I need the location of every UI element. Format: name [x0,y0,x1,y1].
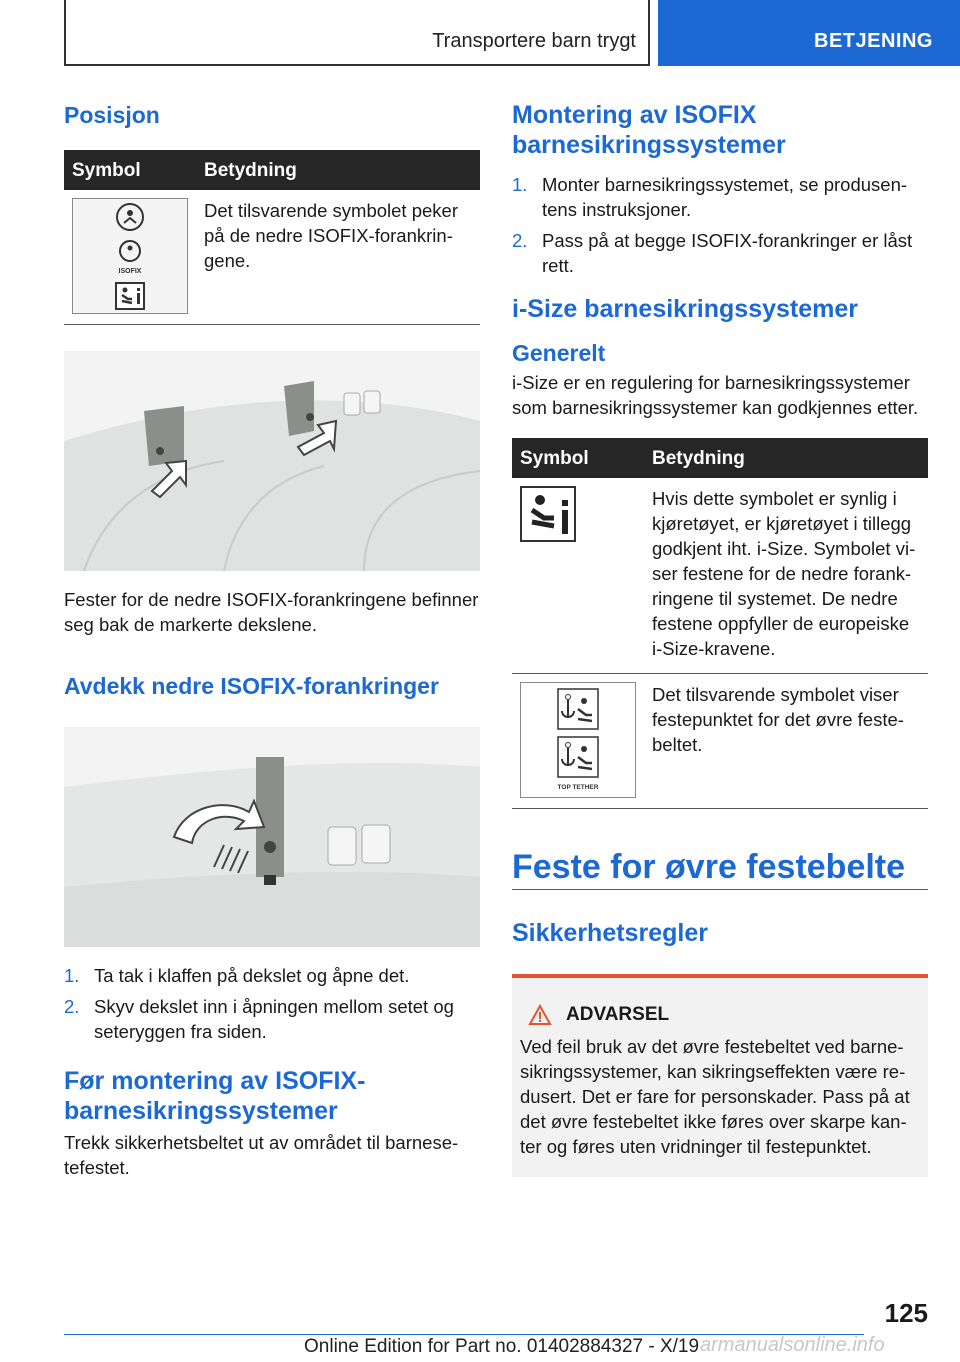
table-row [512,674,928,809]
table-row [512,478,928,674]
symbol-table-isize [512,438,928,809]
footer-watermark: armanualsonline.info [700,1334,885,1356]
warning-header [528,1004,920,1026]
warning-triangle-icon [528,1004,552,1026]
top-tether-meaning: Det tilsvarende symbolet viser festepunktet for det øvre festebeltet. [644,674,928,809]
for-montering-heading: Før montering av ISOFIX-barnesikringssystemer [64,1067,366,1125]
list-item: 1. Monter barnesikringssystemet, se produsentens instruksjoner. [512,174,908,220]
svg-text:TOP TETHER: TOP TETHER [557,784,599,791]
table-header-symbol: Symbol [512,438,644,478]
isofix-icon [110,201,150,311]
table-header-symbol: Symbol [64,150,196,190]
isize-meaning: Hvis dette symbolet er synlig i kjøretøyet, er kjøretøyet i tillegg godkjent iht. i-Size. Symbolet viser festene for de nedre forankringene til systemet. De nedre festene oppfyller de europeiske i-Size-kravene. [644,478,928,674]
top-tether-icon [548,687,608,793]
isize-child-seat-icon [520,486,576,542]
feste-heading: Feste for øvre festebelte [512,848,906,886]
page-number: 125 [884,1298,928,1328]
table-row [64,190,480,325]
header-section: BETJENING [814,30,933,52]
header-title-box [64,0,650,66]
heading-rule [512,889,928,890]
posisjon-heading: Posisjon [64,102,160,128]
list-item: 2. Skyv dekslet inn i åpningen mellom setet og seteryggen fra siden. [64,996,454,1042]
isize-heading: i-Size barnesikringssystemer [512,295,858,323]
for-montering-text: Trekk sikkerhetsbeltet ut av området til barnesetefestet. [64,1132,459,1178]
header-title: Transportere barn trygt [432,30,636,52]
warning-text: Ved feil bruk av det øvre festebeltet ved barnesikringssystemer, kan sikringseffekten være redusert. Det er fare for personskader. Pass på at det øvre festebeltet ikke føres over skarpe kanter og føres uten vridninger til festepunktet. [520,1036,910,1157]
svg-text:ISOFIX: ISOFIX [118,268,142,275]
generelt-text: i-Size er en regulering for barnesikringssystemer som barnesikringssystemer kan godkjennes etter. [512,372,919,418]
avdekk-steps [64,963,480,1044]
montering-steps [512,172,928,278]
top-tether-symbol-box [520,682,636,798]
sikkerhet-heading: Sikkerhetsregler [512,919,708,947]
figure1-caption: Fester for de nedre ISOFIX-forankringene befinner seg bak de markerte dekslene. [64,589,479,635]
isize-symbol-box [520,486,576,542]
list-item: 1. Ta tak i klaffen på dekslet og åpne det. [64,965,410,986]
generelt-heading: Generelt [512,340,606,366]
avdekk-heading: Avdekk nedre ISOFIX-forankringer [64,673,439,699]
table-header-meaning: Betydning [196,150,480,190]
warning-title: ADVARSEL [566,1004,670,1025]
right-column [512,100,928,1177]
isofix-symbol-box [72,198,188,314]
footer-edition: Online Edition for Part no. 01402884327 - X/19 [304,1336,700,1357]
symbol-table-isofix [64,150,480,325]
warning-box [512,974,928,1177]
header-section-box [658,0,960,66]
cover-open-figure [64,727,480,947]
isofix-meaning: Det tilsvarende symbolet peker på de nedre ISOFIX-forankringene. [196,190,480,325]
seat-isofix-figure [64,351,480,571]
table-header-meaning: Betydning [644,438,928,478]
list-item: 2. Pass på at begge ISOFIX-forankringer er låst rett. [512,230,913,276]
left-column [64,100,480,1180]
montering-heading: Montering av ISOFIX barnesikringssystemer [512,101,786,159]
